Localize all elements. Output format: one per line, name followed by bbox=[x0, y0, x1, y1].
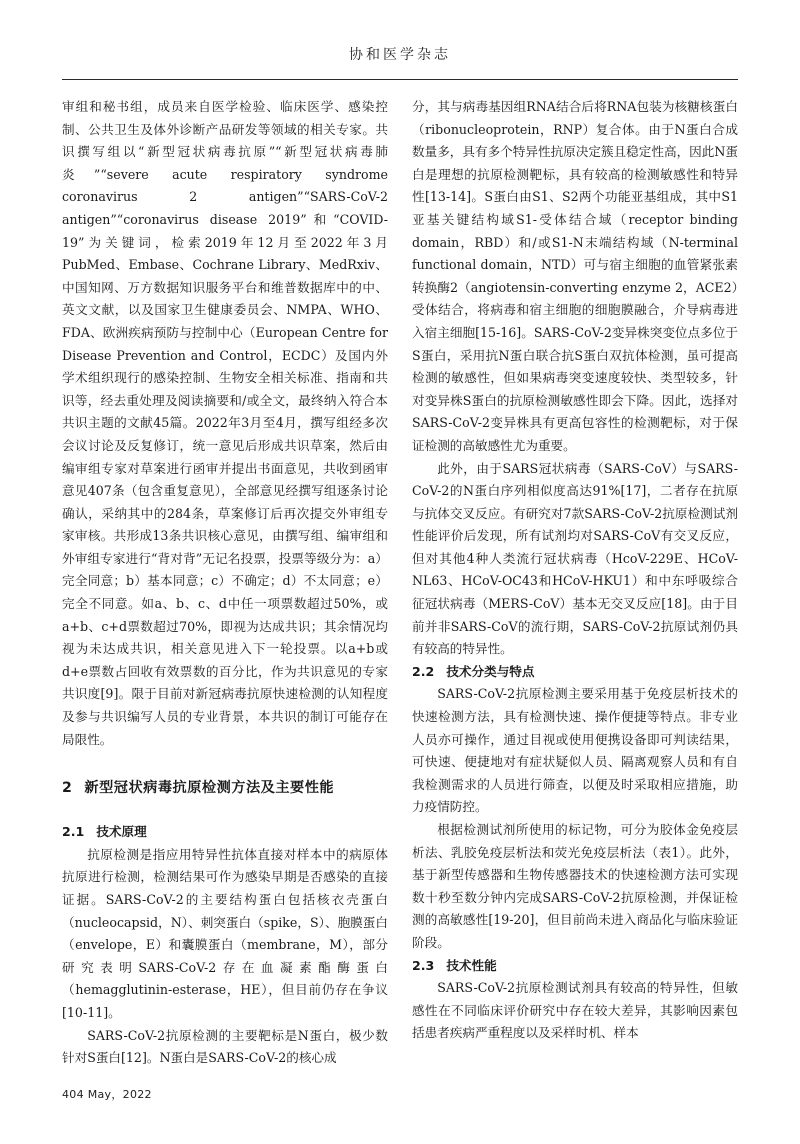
left-column bbox=[62, 96, 388, 1066]
subsection-title: 技术原理 bbox=[96, 824, 147, 840]
subsection-number: 2.2 bbox=[412, 663, 435, 679]
issue-date: May，2022 bbox=[87, 1088, 152, 1101]
subsection-heading bbox=[412, 955, 738, 978]
paragraph: SARS-CoV-2抗原检测的主要靶标是N蛋白，极少数针对S蛋白[12]。N蛋白是SARS-CoV-2的核心成 bbox=[62, 1027, 388, 1066]
section-title: 新型冠状病毒抗原检测方法及主要性能 bbox=[84, 780, 335, 797]
header-divider bbox=[62, 79, 738, 80]
right-column bbox=[412, 96, 738, 1066]
section-number: 2 bbox=[62, 780, 73, 797]
journal-header bbox=[62, 44, 738, 78]
subsection-heading bbox=[62, 821, 388, 844]
paragraph: SARS-CoV-2抗原检测主要采用基于免疫层析技术的快速检测方法，具有检测快速、操作便捷等特点。非专业人员亦可操作，通过目视或使用便携设备即可判读结果，可快速、便捷地对有症状疑似人员、隔离观察人员和有自我检测需求的人员进行筛查，以便及时采取相应措施，助力疫情防控。 bbox=[412, 686, 738, 815]
paragraph: 此外，由于SARS冠状病毒（SARS-CoV）与SARS-CoV-2的N蛋白序列相似度高达91%[17]，二者存在抗原与抗体交叉反应。有研究对7款SARS-CoV-2抗原检测试剂性能评价后发现，所有试剂均对SARS-CoV有交叉反应，但对其他4种人类流行冠状病毒（HcoV-229E、HCoV-NL63、HCoV-OC43和HCoV-HKU1）和中东呼吸综合征冠状病毒（MERS-CoV）基本无交叉反应[18]。由于目前并非SARS-CoV的流行期，SARS-CoV-2抗原试剂仍具有较高的特异性。 bbox=[412, 460, 738, 657]
section-heading bbox=[62, 777, 388, 799]
journal-title: 协和医学杂志 bbox=[349, 47, 451, 63]
subsection-heading bbox=[412, 661, 738, 684]
paragraph: 根据检测试剂所使用的标记物，可分为胶体金免疫层析法、乳胶免疫层析法和荧光免疫层析法（表1）。此外，基于新型传感器和生物传感器技术的快速检测方法可实现数十秒至数分钟内完成SARS-CoV-2抗原检测，并保证检测的高敏感性[19-20]，但目前尚未进入商品化与临床验证阶段。 bbox=[412, 822, 738, 950]
page-footer bbox=[62, 1086, 152, 1102]
subsection-title: 技术分类与特点 bbox=[446, 663, 535, 679]
paragraph: 分，其与病毒基因组RNA结合后将RNA包装为核糖核蛋白（ribonucleoprotein，RNP）复合体。由于N蛋白合成数量多，具有多个特异性抗原决定簇且稳定性高，因此N蛋白是理想的抗原检测靶标，具有较高的检测敏感性和特异性[13-14]。S蛋白由S1、S2两个功能亚基组成，其中S1亚基关键结构域S1-受体结合域（receptor binding domain，RBD）和/或S1-N末端结构域（N-terminal functional domain，NTD）可与宿主细胞的血管紧张素转换酶2（angiotensin-converting enzyme 2，ACE2）受体结合，将病毒和宿主细胞的细胞膜融合，介导病毒进入宿主细胞[15-16]。SARS-CoV-2变异株突变位点多位于S蛋白，采用抗N蛋白联合抗S蛋白双抗体检测，虽可提高检测的敏感性，但如果病毒突变速度较快、类型较多，针对变异株S蛋白的抗原检测敏感性即会下降。因此，选择对SARS-CoV-2变异株具有更高包容性的检测靶标，对于保证检测的高敏感性尤为重要。 bbox=[412, 99, 738, 453]
subsection-title: 技术性能 bbox=[446, 957, 497, 973]
page-number: 404 bbox=[62, 1088, 84, 1101]
paragraph: 审组和秘书组，成员来自医学检验、临床医学、感染控制、公共卫生及体外诊断产品研发等领域的相关专家。共识撰写组以“新型冠状病毒抗原”“新型冠状病毒肺炎”“severe acute respiratory syndrome coronavirus 2 antigen”“SARS-CoV-2 antigen”“coronavirus disease 2019”和“COVID-19”为关键词，检索2019年12月至2022年3月PubMed、Embase、Cochrane Library、MedRxiv、中国知网、万方数据知识服务平台和维普数据库中的中、英文文献，以及国家卫生健康委员会、NMPA、WHO、FDA、欧洲疾病预防与控制中心（European Centre for Disease Prevention and Control，ECDC）及国内外学术组织现行的感染控制、生物安全相关标准、指南和共识等，经去重处理及阅读摘要和/或全文，最终纳入符合本共识主题的文献45篇。2022年3月至4月，撰写组经多次会议讨论及反复修订，统一意见后形成共识草案，然后由编审组专家对草案进行函审并提出书面意见，共收到函审意见407条（包含重复意见），全部意见经撰写组逐条讨论确认，采纳其中的284条，草案修订后再次提交外审组专家审核。共形成13条共识核心意见，由撰写组、编审组和外审组专家进行“背对背”无记名投票，投票等级分为：a）完全同意；b）基本同意；c）不确定；d）不太同意；e）完全不同意。如a、b、c、d中任一项票数超过50%，或a+b、c+d票数超过70%，即视为达成共识；其余情况均视为未达成共识，相关意见进入下一轮投票。以a+b或d+e票数占回收有效票数的百分比，作为共识意见的专家共识度[9]。限于目前对新冠病毒抗原快速检测的认知程度及参与共识编写人员的专业背景，本共识的制订可能存在局限性。 bbox=[62, 99, 388, 747]
subsection-number: 2.3 bbox=[412, 957, 435, 973]
paragraph: SARS-CoV-2抗原检测试剂具有较高的特异性，但敏感性在不同临床评价研究中存在较大差异，其影响因素包括患者疾病严重程度以及采样时机、样本 bbox=[412, 980, 738, 1041]
subsection-number: 2.1 bbox=[62, 824, 85, 840]
paragraph: 抗原检测是指应用特异性抗体直接对样本中的病原体抗原进行检测，检测结果可作为感染早期是否感染的直接证据。SARS-CoV-2的主要结构蛋白包括核衣壳蛋白（nucleocapsid，N）、刺突蛋白（spike，S）、胞膜蛋白（envelope，E）和囊膜蛋白（membrane，M），部分研究表明SARS-CoV-2存在血凝素酯酶蛋白（hemagglutinin-esterase，HE），但目前仍存在争议[10-11]。 bbox=[62, 846, 388, 1020]
